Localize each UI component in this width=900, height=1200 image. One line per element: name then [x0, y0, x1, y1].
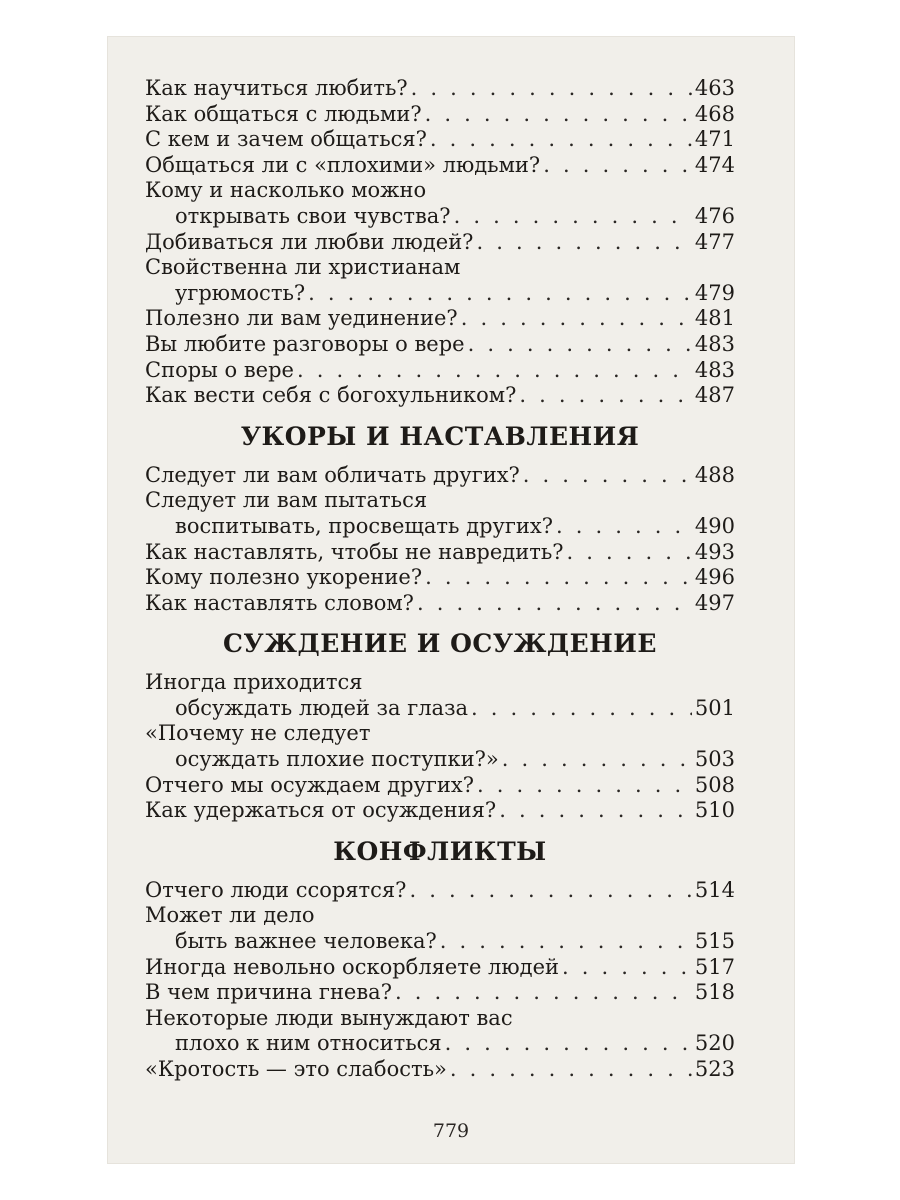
- toc-entry: [145, 773, 735, 799]
- toc-entry-page: 468: [694, 101, 735, 126]
- toc-entry: [145, 127, 735, 153]
- toc-entry: [145, 798, 735, 824]
- toc-entry-title: Споры о вере: [145, 357, 294, 382]
- dot-leader: [411, 76, 692, 102]
- toc-entry: [145, 383, 735, 409]
- dot-leader: [417, 591, 692, 617]
- toc-entry-title: Следует ли вам обличать других?: [145, 462, 520, 487]
- toc-entry-title: угрюмость?: [175, 280, 306, 305]
- toc-entry: [145, 204, 735, 230]
- dot-leader: [395, 980, 692, 1006]
- toc-entry-title: Отчего люди ссорятся?: [145, 877, 407, 902]
- toc-entry-title: быть важнее человека?: [175, 929, 437, 954]
- toc-entry-title: Вы любите разговоры о вере: [145, 331, 465, 356]
- toc-entry: [145, 463, 735, 489]
- toc-entry-page: 481: [694, 306, 735, 331]
- toc-entry-title: Добиваться ли любви людей?: [145, 229, 474, 254]
- toc-entry-page: 515: [694, 929, 735, 954]
- toc-entry: [145, 696, 735, 722]
- toc-entry-title: Как научиться любить?: [145, 76, 408, 100]
- toc-entry-page: 523: [694, 1057, 735, 1081]
- dot-leader: [562, 955, 692, 981]
- toc-entry-title: С кем и зачем общаться?: [145, 127, 427, 152]
- toc-entry: [145, 358, 735, 384]
- toc-entry-title-line: Следует ли вам пытаться: [145, 488, 428, 513]
- dot-leader: [519, 383, 692, 409]
- dot-leader: [477, 773, 692, 799]
- toc-entry-title: Отчего мы осуждаем других?: [145, 772, 474, 797]
- toc-entry: [145, 980, 735, 1006]
- toc-entry-page: 479: [694, 280, 735, 305]
- toc-entry: [145, 1031, 735, 1057]
- toc-entry-title: осуждать плохие поступки?»: [175, 747, 499, 772]
- toc-entry: [145, 878, 735, 904]
- table-of-contents: [145, 76, 735, 1083]
- dot-leader: [499, 798, 692, 824]
- section-heading: УКОРЫ И НАСТАВЛЕНИЯ: [240, 421, 640, 451]
- dot-leader: [409, 878, 691, 904]
- toc-entry-page: 476: [694, 203, 735, 228]
- dot-leader: [476, 230, 691, 256]
- toc-entry-page: 493: [694, 539, 735, 564]
- book-page: [107, 36, 795, 1164]
- toc-entry-title: Как наставлять, чтобы не навредить?: [145, 539, 564, 564]
- toc-entry-page: 508: [694, 772, 735, 797]
- toc-entry: [145, 514, 735, 540]
- toc-entry: [145, 281, 735, 307]
- section-heading: СУЖДЕНИЕ И ОСУЖДЕНИЕ: [223, 629, 657, 659]
- toc-entry-title: Как удержаться от осуждения?: [145, 798, 497, 823]
- dot-leader: [468, 332, 692, 358]
- dot-leader: [556, 514, 692, 540]
- dot-leader: [445, 1031, 692, 1057]
- toc-entry: [145, 102, 735, 128]
- dot-leader: [297, 358, 692, 384]
- toc-entry-title-line: Свойственна ли христианам: [145, 255, 461, 280]
- section-heading: КОНФЛИКТЫ: [333, 836, 547, 866]
- toc-entry: [145, 1057, 735, 1083]
- toc-entry: [145, 230, 735, 256]
- toc-entry-page: 514: [694, 877, 735, 902]
- dot-leader: [461, 306, 692, 332]
- toc-entry: [145, 929, 735, 955]
- dot-leader: [440, 929, 692, 955]
- toc-entry-page: 520: [694, 1031, 735, 1056]
- dot-leader: [471, 696, 692, 722]
- toc-entry-page: 483: [694, 331, 735, 356]
- toc-entry-title-line: Может ли дело: [145, 903, 315, 928]
- toc-entry-page: 518: [694, 980, 735, 1005]
- dot-leader: [425, 565, 692, 591]
- toc-entry-title: обсуждать людей за глаза: [175, 695, 469, 720]
- toc-entry-page: 490: [694, 513, 735, 538]
- toc-entry: [145, 565, 735, 591]
- toc-entry-title: Иногда невольно оскорбляете людей: [145, 954, 560, 979]
- dot-leader: [543, 153, 692, 179]
- dot-leader: [430, 127, 692, 153]
- toc-entry-title: плохо к ним относиться: [175, 1031, 442, 1056]
- toc-entry-page: 483: [694, 357, 735, 382]
- toc-entry: [145, 955, 735, 981]
- toc-entry: [145, 76, 735, 102]
- dot-leader: [308, 281, 692, 307]
- toc-entry-page: 471: [694, 127, 735, 152]
- dot-leader: [567, 540, 692, 566]
- toc-entry-title: открывать свои чувства?: [175, 203, 451, 228]
- toc-entry-title: Общаться ли с «плохими» людьми?: [145, 152, 541, 177]
- toc-entry: [145, 153, 735, 179]
- dot-leader: [502, 747, 692, 773]
- toc-entry-page: 463: [694, 76, 735, 100]
- toc-entry-page: 503: [694, 747, 735, 772]
- page-number: 779: [432, 1120, 470, 1142]
- toc-entry-page: 501: [694, 695, 735, 720]
- toc-entry: [145, 306, 735, 332]
- toc-entry-title: Кому полезно укорение?: [145, 565, 423, 590]
- toc-entry-page: 517: [694, 954, 735, 979]
- toc-entry-title-line: Иногда приходится: [145, 670, 363, 695]
- toc-entry-title: Как наставлять словом?: [145, 590, 414, 615]
- toc-entry-title: воспитывать, просвещать других?: [175, 513, 553, 538]
- dot-leader: [425, 102, 692, 128]
- toc-entry-title: Полезно ли вам уединение?: [145, 306, 458, 331]
- toc-entry-page: 487: [694, 383, 735, 408]
- toc-entry-title-line: Кому и насколько можно: [145, 178, 427, 203]
- toc-entry: [145, 747, 735, 773]
- toc-entry-page: 477: [694, 229, 735, 254]
- dot-leader: [450, 1057, 692, 1083]
- toc-entry: [145, 540, 735, 566]
- toc-entry-page: 474: [694, 152, 735, 177]
- toc-entry-title: Как вести себя с богохульником?: [145, 383, 517, 408]
- toc-entry: [145, 332, 735, 358]
- dot-leader: [454, 204, 692, 230]
- toc-entry: [145, 591, 735, 617]
- toc-entry-title-line: «Почему не следует: [145, 721, 371, 746]
- dot-leader: [523, 463, 692, 489]
- toc-entry-title: «Кротость — это слабость»: [145, 1057, 447, 1081]
- toc-entry-page: 496: [694, 565, 735, 590]
- toc-entry-title: В чем причина гнева?: [145, 980, 392, 1005]
- toc-entry-page: 510: [694, 798, 735, 823]
- toc-entry-title-line: Некоторые люди вынуждают вас: [145, 1005, 513, 1030]
- toc-entry-page: 497: [694, 590, 735, 615]
- toc-entry-title: Как общаться с людьми?: [145, 101, 422, 126]
- toc-entry-page: 488: [694, 462, 735, 487]
